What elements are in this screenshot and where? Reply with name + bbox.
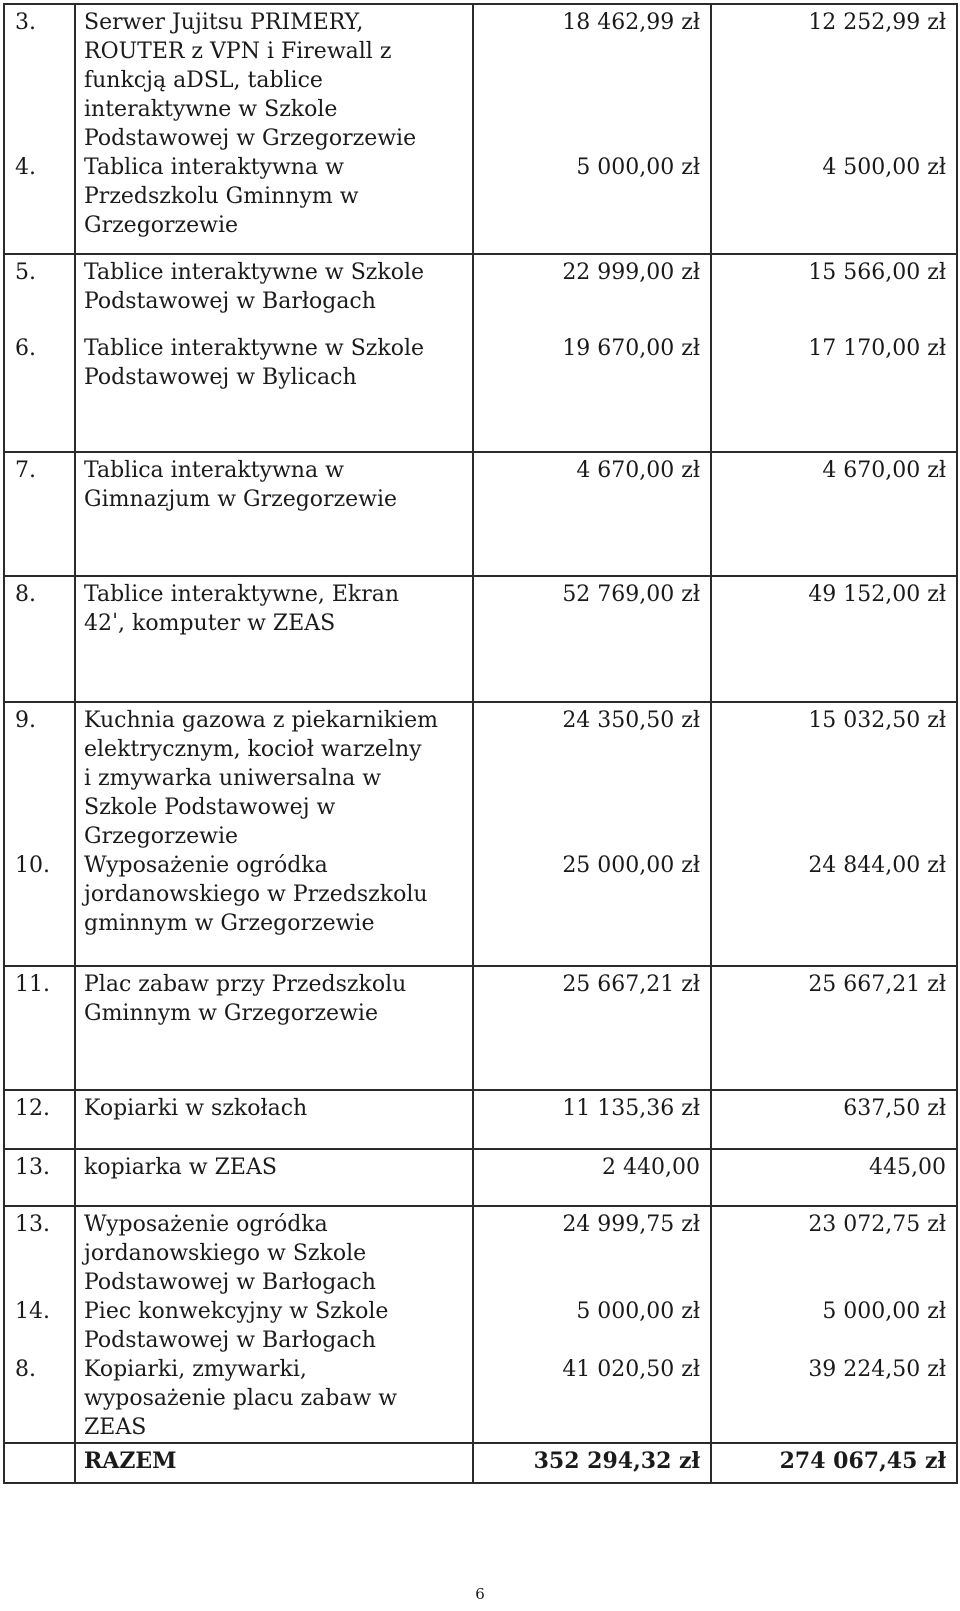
- description-line: Wyposażenie ogródka: [84, 853, 328, 878]
- item-description: [84, 1094, 464, 1123]
- total-amount-2: 274 067,45 zł: [711, 1443, 957, 1483]
- item-amount-1: 18 462,99 zł: [562, 10, 700, 35]
- table-row: [4, 1206, 957, 1443]
- item-number: 5.: [15, 260, 36, 285]
- item-description-cell: [75, 1206, 473, 1443]
- description-line: Grzegorzewie: [84, 824, 239, 849]
- description-line: Podstawowej w Barłogach: [84, 1270, 376, 1295]
- table-row: [4, 1090, 957, 1149]
- description-line: interaktywne w Szkole: [84, 97, 338, 122]
- item-number: 6.: [15, 336, 36, 361]
- item-amount1-cell: [473, 254, 711, 452]
- item-amount1-cell: [473, 966, 711, 1090]
- item-description-cell: [75, 1090, 473, 1149]
- item-amount-2: 4 670,00 zł: [822, 458, 946, 483]
- item-number: 8.: [15, 582, 36, 607]
- item-amount-1: 24 999,75 zł: [562, 1212, 700, 1237]
- item-number-cell: [4, 1206, 75, 1443]
- description-line: Kopiarki w szkołach: [84, 1096, 308, 1121]
- item-number: 4.: [15, 155, 36, 180]
- item-description: [84, 970, 464, 1028]
- item-description-cell: [75, 966, 473, 1090]
- description-line: Tablice interaktywne w Szkole: [84, 260, 425, 285]
- item-number: 14.: [15, 1299, 50, 1324]
- item-amount1-cell: [473, 1206, 711, 1443]
- description-line: Przedszkolu Gminnym w: [84, 184, 359, 209]
- item-amount-1: 41 020,50 zł: [562, 1357, 700, 1382]
- item-amount-2: 15 032,50 zł: [808, 708, 946, 733]
- total-amount-1: 352 294,32 zł: [473, 1443, 711, 1483]
- item-amount-1: 25 667,21 zł: [562, 972, 700, 997]
- item-description-cell: [75, 1149, 473, 1206]
- item-description: [84, 1210, 464, 1297]
- item-amount-1: 22 999,00 zł: [562, 260, 700, 285]
- description-line: Kuchnia gazowa z piekarnikiem: [84, 708, 439, 733]
- item-number-cell: [4, 702, 75, 966]
- item-number: 13.: [15, 1212, 50, 1237]
- item-description: [84, 153, 464, 240]
- description-line: Gminnym w Grzegorzewie: [84, 1001, 378, 1026]
- item-amount-2: 15 566,00 zł: [808, 260, 946, 285]
- table-row: [4, 576, 957, 702]
- item-amount2-cell: [711, 1090, 957, 1149]
- item-amount-1: 5 000,00 zł: [576, 1299, 700, 1324]
- item-amount2-cell: [711, 4, 957, 254]
- item-number-cell: [4, 4, 75, 254]
- description-line: wyposażenie placu zabaw w: [84, 1386, 398, 1411]
- description-line: Wyposażenie ogródka: [84, 1212, 328, 1237]
- description-line: Podstawowej w Bylicach: [84, 365, 357, 390]
- item-amount-1: 4 670,00 zł: [576, 458, 700, 483]
- description-line: Piec konwekcyjny w Szkole: [84, 1299, 389, 1324]
- item-amount-2: 39 224,50 zł: [808, 1357, 946, 1382]
- item-amount2-cell: [711, 702, 957, 966]
- item-amount-2: 49 152,00 zł: [808, 582, 946, 607]
- item-description-cell: [75, 254, 473, 452]
- item-number: 12.: [15, 1096, 50, 1121]
- item-description: [84, 258, 464, 316]
- item-number-cell: [4, 1149, 75, 1206]
- item-description-cell: [75, 576, 473, 702]
- description-line: Plac zabaw przy Przedszkolu: [84, 972, 407, 997]
- item-amount1-cell: [473, 702, 711, 966]
- total-num-cell: [4, 1443, 75, 1483]
- item-amount-1: 5 000,00 zł: [576, 155, 700, 180]
- item-amount-2: 445,00: [869, 1155, 946, 1180]
- item-amount2-cell: [711, 254, 957, 452]
- item-description: [84, 851, 464, 938]
- item-description-cell: [75, 702, 473, 966]
- item-amount-2: 25 667,21 zł: [808, 972, 946, 997]
- item-amount-1: 24 350,50 zł: [562, 708, 700, 733]
- item-amount-2: 637,50 zł: [843, 1096, 946, 1121]
- description-line: Serwer Jujitsu PRIMERY,: [84, 10, 364, 35]
- item-number-cell: [4, 966, 75, 1090]
- item-number: 8.: [15, 1357, 36, 1382]
- description-line: Tablica interaktywna w: [84, 155, 344, 180]
- description-line: elektrycznym, kocioł warzelny: [84, 737, 422, 762]
- item-amount-2: 23 072,75 zł: [808, 1212, 946, 1237]
- table-row: [4, 702, 957, 966]
- item-description-cell: [75, 4, 473, 254]
- item-amount-1: 19 670,00 zł: [562, 336, 700, 361]
- total-label: RAZEM: [75, 1443, 473, 1483]
- table-row: [4, 254, 957, 452]
- item-amount-1: 52 769,00 zł: [562, 582, 700, 607]
- item-description: [84, 706, 464, 851]
- description-line: gminnym w Grzegorzewie: [84, 911, 375, 936]
- description-line: ROUTER z VPN i Firewall z: [84, 39, 392, 64]
- item-amount-1: 11 135,36 zł: [562, 1096, 700, 1121]
- item-number-cell: [4, 576, 75, 702]
- item-amount-2: 17 170,00 zł: [808, 336, 946, 361]
- item-description-cell: [75, 452, 473, 576]
- item-amount-2: 5 000,00 zł: [822, 1299, 946, 1324]
- description-line: Kopiarki, zmywarki,: [84, 1357, 307, 1382]
- item-amount2-cell: [711, 576, 957, 702]
- item-amount1-cell: [473, 452, 711, 576]
- item-amount-2: 12 252,99 zł: [808, 10, 946, 35]
- table-row: [4, 966, 957, 1090]
- description-line: funkcją aDSL, tablice: [84, 68, 323, 93]
- item-amount-1: 25 000,00 zł: [562, 853, 700, 878]
- item-amount2-cell: [711, 1206, 957, 1443]
- item-amount2-cell: [711, 966, 957, 1090]
- description-line: Tablice interaktywne, Ekran: [84, 582, 400, 607]
- description-line: Gimnazjum w Grzegorzewie: [84, 487, 398, 512]
- item-description: [84, 1297, 464, 1355]
- item-number: 10.: [15, 853, 50, 878]
- item-amount-2: 4 500,00 zł: [822, 155, 946, 180]
- table-row: [4, 1149, 957, 1206]
- description-line: kopiarka w ZEAS: [84, 1155, 277, 1180]
- item-description: [84, 456, 464, 514]
- description-line: jordanowskiego w Przedszkolu: [84, 882, 428, 907]
- item-amount-2: 24 844,00 zł: [808, 853, 946, 878]
- description-line: Tablica interaktywna w: [84, 458, 344, 483]
- table-row: [4, 452, 957, 576]
- description-line: jordanowskiego w Szkole: [84, 1241, 367, 1266]
- description-line: Szkole Podstawowej w: [84, 795, 336, 820]
- description-line: i zmywarka uniwersalna w: [84, 766, 382, 791]
- item-number: 7.: [15, 458, 36, 483]
- item-number: 9.: [15, 708, 36, 733]
- description-line: 42ˈ, komputer w ZEAS: [84, 611, 336, 636]
- item-amount2-cell: [711, 1149, 957, 1206]
- item-description: [84, 8, 464, 153]
- item-amount1-cell: [473, 4, 711, 254]
- item-number: 13.: [15, 1155, 50, 1180]
- description-line: Podstawowej w Grzegorzewie: [84, 126, 417, 151]
- item-description: [84, 580, 464, 638]
- item-amount-1: 2 440,00: [602, 1155, 700, 1180]
- page-number: 6: [475, 1585, 485, 1603]
- description-line: Podstawowej w Barłogach: [84, 1328, 376, 1353]
- item-description: [84, 1153, 464, 1182]
- item-amount1-cell: [473, 1090, 711, 1149]
- item-description: [84, 1355, 464, 1442]
- item-number: 3.: [15, 10, 36, 35]
- total-row: [4, 1443, 957, 1483]
- table-body: [4, 4, 957, 1483]
- description-line: Podstawowej w Barłogach: [84, 289, 376, 314]
- item-number-cell: [4, 452, 75, 576]
- item-amount2-cell: [711, 452, 957, 576]
- item-amount1-cell: [473, 1149, 711, 1206]
- item-description: [84, 334, 464, 392]
- item-number: 11.: [15, 972, 50, 997]
- description-line: ZEAS: [84, 1415, 147, 1440]
- description-line: Tablice interaktywne w Szkole: [84, 336, 425, 361]
- description-line: Grzegorzewie: [84, 213, 239, 238]
- item-amount1-cell: [473, 576, 711, 702]
- item-number-cell: [4, 1090, 75, 1149]
- expenditure-table: [3, 3, 958, 1484]
- table-row: [4, 4, 957, 254]
- item-number-cell: [4, 254, 75, 452]
